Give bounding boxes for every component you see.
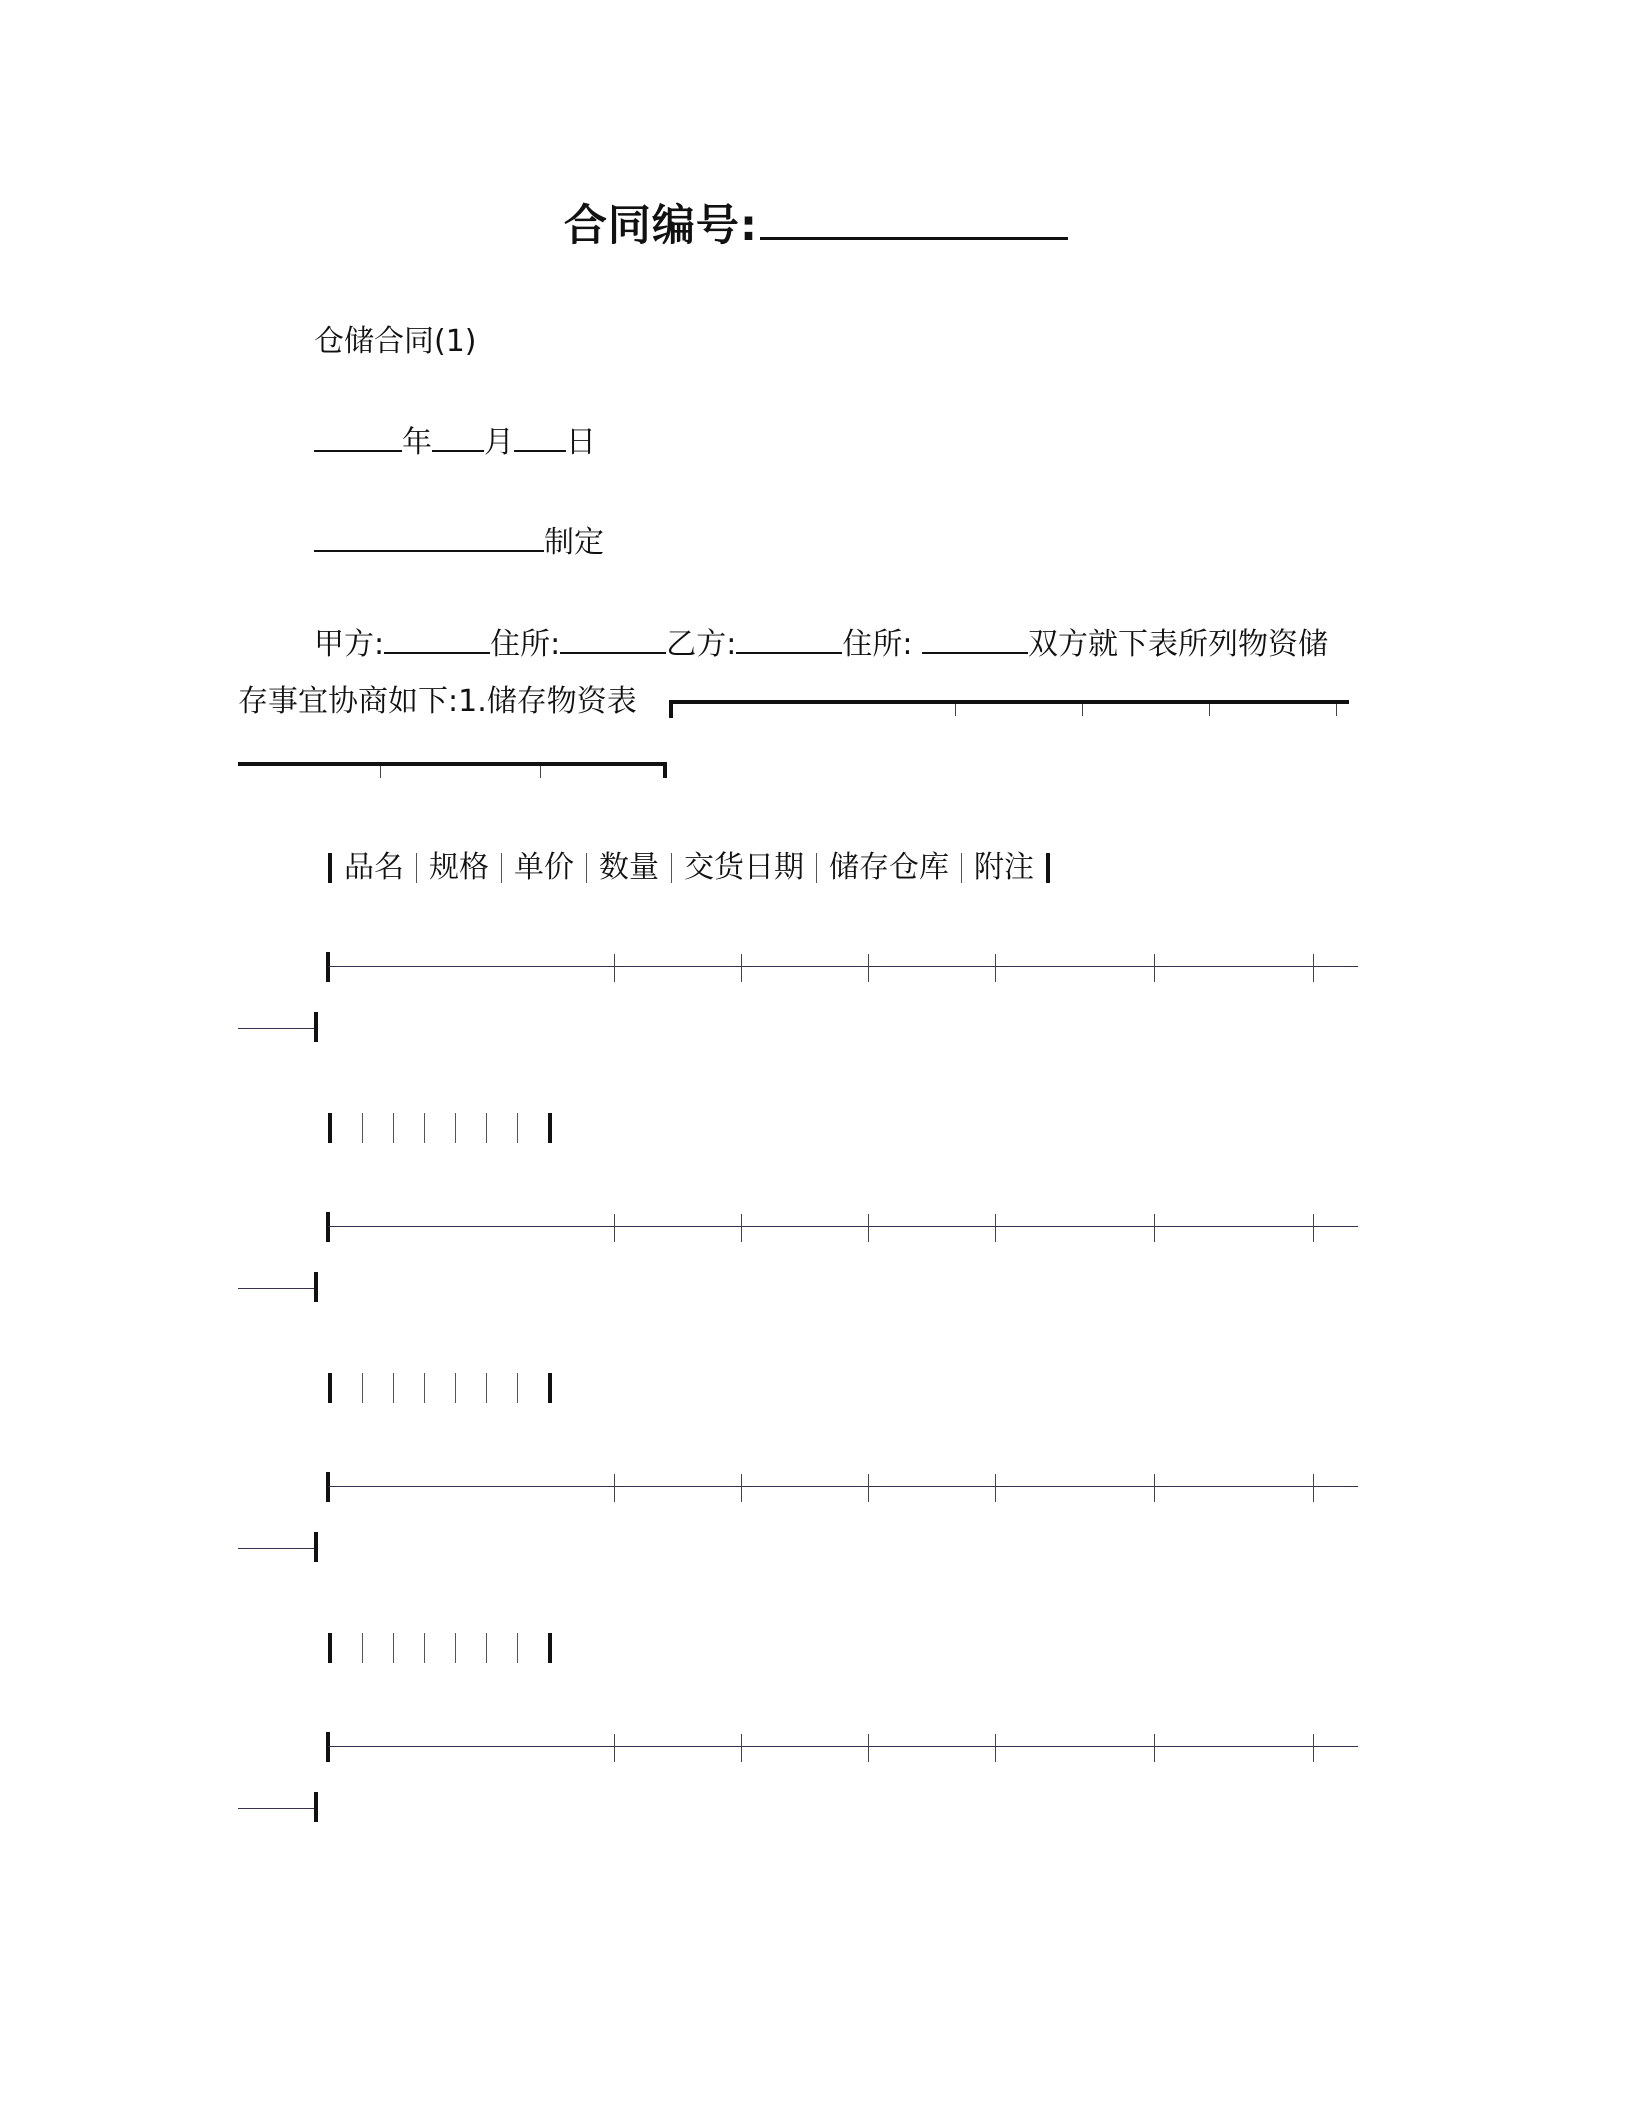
divider-tick (868, 1474, 869, 1502)
party-b-label: 乙方: (666, 627, 737, 662)
divider-tick (1154, 1474, 1155, 1502)
row-border (548, 1633, 552, 1663)
row-sep (517, 1633, 518, 1663)
row-sep (424, 1113, 425, 1143)
contract-number-blank[interactable] (760, 201, 1068, 240)
divider-tick (741, 1474, 742, 1502)
divider-left-bar (326, 952, 330, 982)
table-top-right-corner (663, 762, 667, 778)
divider-tick (995, 1734, 996, 1762)
made-by-line (314, 522, 604, 563)
row-sep (393, 1113, 394, 1143)
divider-tick (995, 1214, 996, 1242)
made-by-label: 制定 (544, 525, 604, 560)
header-warehouse: 储存仓库 (829, 850, 949, 885)
row-border (328, 1633, 332, 1663)
divider-tick (995, 954, 996, 982)
divider-tick (1313, 954, 1314, 982)
header-border-right (1046, 853, 1050, 883)
top-tick (1336, 704, 1337, 716)
divider-left-bar (326, 1212, 330, 1242)
row-border (548, 1373, 552, 1403)
divider-tick (868, 1734, 869, 1762)
divider-tick (614, 954, 615, 982)
divider-tick (995, 1474, 996, 1502)
divider-tick (741, 954, 742, 982)
divider-right-bar (314, 1272, 318, 1302)
row-sep (393, 1633, 394, 1663)
row-sep (517, 1113, 518, 1143)
divider-tick (1154, 954, 1155, 982)
address-b-label: 住所: (842, 627, 913, 662)
divider-tick (614, 1474, 615, 1502)
row-sep (424, 1373, 425, 1403)
row-sep (424, 1633, 425, 1663)
header-unit-price: 单价 (514, 850, 574, 885)
divider-rule (328, 1746, 1358, 1747)
divider-rule-wrap (238, 1548, 316, 1549)
divider-tick (1154, 1734, 1155, 1762)
divider-right-bar (314, 1792, 318, 1822)
divider-tick (868, 954, 869, 982)
table-empty-row (328, 1372, 552, 1404)
top-tick (955, 704, 956, 716)
divider-rule (328, 966, 1358, 967)
divider-rule (328, 1226, 1358, 1227)
month-unit: 月 (484, 425, 514, 460)
divider-right-bar (314, 1532, 318, 1562)
divider-tick (741, 1734, 742, 1762)
divider-left-bar (326, 1732, 330, 1762)
row-sep (517, 1373, 518, 1403)
year-unit: 年 (402, 425, 432, 460)
header-spec: 规格 (429, 850, 489, 885)
year-blank[interactable] (314, 422, 402, 452)
row-sep (486, 1633, 487, 1663)
divider-tick (868, 1214, 869, 1242)
parties-line (314, 624, 1328, 665)
month-blank[interactable] (432, 422, 484, 452)
divider-tick (1313, 1474, 1314, 1502)
row-sep (486, 1373, 487, 1403)
divider-rule-wrap (238, 1028, 316, 1029)
table-header-row (328, 848, 1050, 888)
header-quantity: 数量 (599, 850, 659, 885)
divider-rule (328, 1486, 1358, 1487)
row-sep (393, 1373, 394, 1403)
row-border (328, 1113, 332, 1143)
para-tail: 双方就下表所列物资储 (1027, 627, 1328, 662)
party-b-blank[interactable] (736, 624, 842, 654)
header-name: 品名 (344, 850, 404, 885)
address-a-label: 住所: (490, 627, 561, 662)
table-top-rule-wrap (238, 762, 666, 766)
address-a-blank[interactable] (560, 624, 666, 654)
maker-blank[interactable] (314, 522, 544, 552)
divider-rule-wrap (238, 1808, 316, 1809)
contract-number-title (0, 192, 1632, 253)
row-sep (362, 1113, 363, 1143)
table-intro-line: 存事宜协商如下:1.储存物资表 (238, 684, 637, 719)
row-border (548, 1113, 552, 1143)
row-sep (455, 1633, 456, 1663)
table-top-rule (669, 700, 1349, 704)
divider-tick (1313, 1214, 1314, 1242)
address-b-blank[interactable] (922, 624, 1028, 654)
party-a-label: 甲方: (314, 627, 385, 662)
doc-heading: 仓储合同(1) (314, 324, 477, 359)
party-a-blank[interactable] (384, 624, 490, 654)
row-sep (455, 1373, 456, 1403)
row-border (328, 1373, 332, 1403)
day-blank[interactable] (514, 422, 566, 452)
top-tick (1082, 704, 1083, 716)
divider-rule-wrap (238, 1288, 316, 1289)
divider-tick (614, 1734, 615, 1762)
top-tick (380, 766, 381, 778)
top-tick (540, 766, 541, 778)
table-empty-row (328, 1112, 552, 1144)
table-empty-row (328, 1632, 552, 1664)
divider-tick (741, 1214, 742, 1242)
row-sep (362, 1633, 363, 1663)
divider-tick (1154, 1214, 1155, 1242)
divider-tick (1313, 1734, 1314, 1762)
header-remarks: 附注 (974, 850, 1034, 885)
row-sep (486, 1113, 487, 1143)
date-line (314, 422, 596, 463)
row-sep (362, 1373, 363, 1403)
contract-number-label: 合同编号: (563, 201, 759, 251)
top-tick (1209, 704, 1210, 716)
divider-left-bar (326, 1472, 330, 1502)
day-unit: 日 (566, 425, 596, 460)
divider-right-bar (314, 1012, 318, 1042)
divider-tick (614, 1214, 615, 1242)
header-delivery-date: 交货日期 (684, 850, 804, 885)
row-sep (455, 1113, 456, 1143)
